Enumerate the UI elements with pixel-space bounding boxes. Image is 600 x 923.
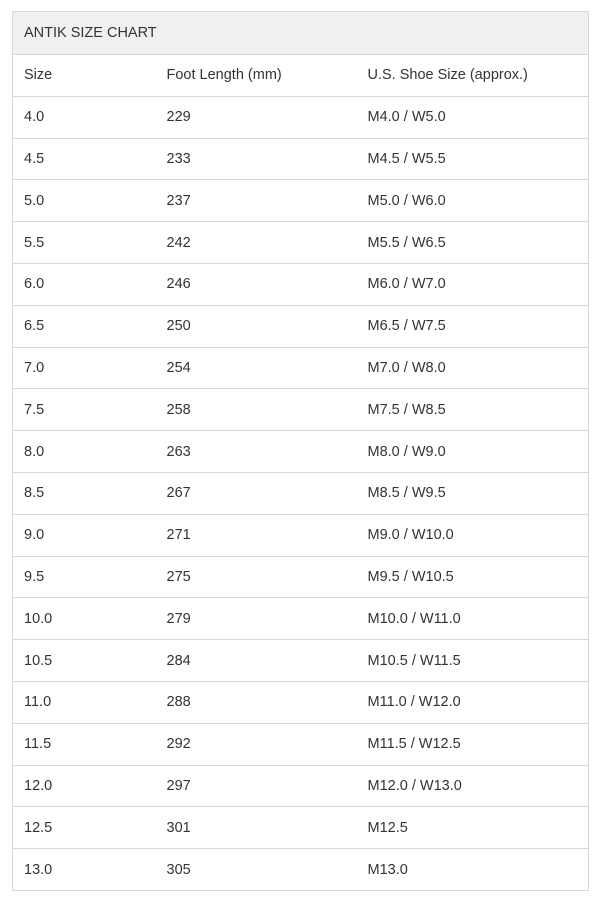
us-shoe-size-cell: M10.0 / W11.0 [357,598,589,640]
size-cell: 5.5 [13,222,156,264]
table-row [13,180,589,222]
table-row [13,723,589,765]
size-cell: 10.0 [13,598,156,640]
table-title: ANTIK SIZE CHART [13,12,589,55]
table-row [13,96,589,138]
us-shoe-size-cell: M7.5 / W8.5 [357,389,589,431]
us-shoe-size-cell: M11.0 / W12.0 [357,681,589,723]
table-row [13,138,589,180]
us-shoe-size-cell: M4.5 / W5.5 [357,138,589,180]
foot-length-cell: 292 [156,723,357,765]
us-shoe-size-cell: M6.5 / W7.5 [357,305,589,347]
table-row [13,347,589,389]
us-shoe-size-cell: M8.0 / W9.0 [357,431,589,473]
table-row [13,263,589,305]
column-header-size: Size [13,55,156,97]
table-row [13,681,589,723]
table-row [13,305,589,347]
size-cell: 7.5 [13,389,156,431]
table-row [13,640,589,682]
size-cell: 8.0 [13,431,156,473]
us-shoe-size-cell: M8.5 / W9.5 [357,472,589,514]
size-cell: 6.5 [13,305,156,347]
size-cell: 9.0 [13,514,156,556]
size-cell: 5.0 [13,180,156,222]
us-shoe-size-cell: M11.5 / W12.5 [357,723,589,765]
size-cell: 4.5 [13,138,156,180]
foot-length-cell: 297 [156,765,357,807]
table-row [13,598,589,640]
foot-length-cell: 305 [156,849,357,891]
foot-length-cell: 250 [156,305,357,347]
table-row [13,514,589,556]
us-shoe-size-cell: M9.5 / W10.5 [357,556,589,598]
table-row [13,389,589,431]
foot-length-cell: 254 [156,347,357,389]
table-row [13,849,589,891]
foot-length-cell: 233 [156,138,357,180]
size-cell: 8.5 [13,472,156,514]
size-cell: 12.0 [13,765,156,807]
foot-length-cell: 275 [156,556,357,598]
foot-length-cell: 301 [156,807,357,849]
foot-length-cell: 288 [156,681,357,723]
size-cell: 10.5 [13,640,156,682]
size-cell: 7.0 [13,347,156,389]
foot-length-cell: 246 [156,263,357,305]
column-header-foot-length: Foot Length (mm) [156,55,357,97]
foot-length-cell: 258 [156,389,357,431]
us-shoe-size-cell: M7.0 / W8.0 [357,347,589,389]
table-row [13,807,589,849]
size-cell: 13.0 [13,849,156,891]
foot-length-cell: 271 [156,514,357,556]
foot-length-cell: 242 [156,222,357,264]
us-shoe-size-cell: M5.0 / W6.0 [357,180,589,222]
table-row [13,556,589,598]
us-shoe-size-cell: M4.0 / W5.0 [357,96,589,138]
table-body [13,96,589,890]
table-row [13,431,589,473]
us-shoe-size-cell: M5.5 / W6.5 [357,222,589,264]
foot-length-cell: 267 [156,472,357,514]
us-shoe-size-cell: M12.0 / W13.0 [357,765,589,807]
table-row [13,765,589,807]
size-chart-table [12,11,589,891]
us-shoe-size-cell: M12.5 [357,807,589,849]
foot-length-cell: 237 [156,180,357,222]
size-cell: 11.5 [13,723,156,765]
table-row [13,472,589,514]
foot-length-cell: 263 [156,431,357,473]
size-cell: 4.0 [13,96,156,138]
size-cell: 12.5 [13,807,156,849]
size-cell: 6.0 [13,263,156,305]
size-cell: 9.5 [13,556,156,598]
us-shoe-size-cell: M6.0 / W7.0 [357,263,589,305]
us-shoe-size-cell: M13.0 [357,849,589,891]
table-title-row [13,12,589,55]
foot-length-cell: 229 [156,96,357,138]
table-header-row [13,55,589,97]
column-header-us-shoe-size: U.S. Shoe Size (approx.) [357,55,589,97]
us-shoe-size-cell: M10.5 / W11.5 [357,640,589,682]
size-cell: 11.0 [13,681,156,723]
foot-length-cell: 279 [156,598,357,640]
table-row [13,222,589,264]
foot-length-cell: 284 [156,640,357,682]
us-shoe-size-cell: M9.0 / W10.0 [357,514,589,556]
